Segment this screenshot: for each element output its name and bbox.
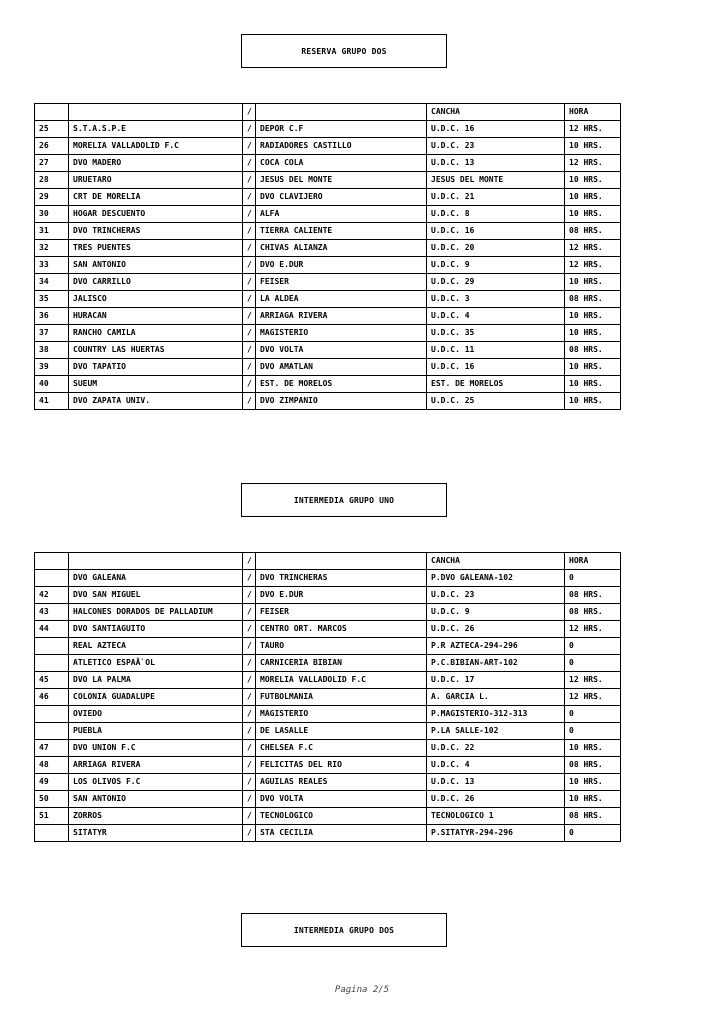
header-cell-num: [35, 104, 69, 121]
cell-home: MORELIA VALLADOLID F.C: [69, 138, 243, 155]
cell-time: 0: [565, 638, 621, 655]
cell-field: U.D.C. 35: [427, 325, 565, 342]
table-row: [35, 672, 621, 689]
cell-sep: /: [243, 655, 256, 672]
cell-sep: /: [243, 172, 256, 189]
cell-home: OVIEDO: [69, 706, 243, 723]
cell-away: FEISER: [256, 274, 427, 291]
cell-home: HALCONES DORADOS DE PALLADIUM: [69, 604, 243, 621]
cell-num: 42: [35, 587, 69, 604]
cell-num: 29: [35, 189, 69, 206]
cell-home: COUNTRY LAS HUERTAS: [69, 342, 243, 359]
cell-home: SAN ANTONIO: [69, 791, 243, 808]
cell-field: P.C.BIBIAN-ART-102: [427, 655, 565, 672]
cell-sep: /: [243, 621, 256, 638]
cell-num: 25: [35, 121, 69, 138]
header-cell-home: [69, 553, 243, 570]
cell-time: 0: [565, 825, 621, 842]
table-row: [35, 740, 621, 757]
cell-away: DVO CLAVIJERO: [256, 189, 427, 206]
header-cell-away: [256, 104, 427, 121]
cell-away: DVO E.DUR: [256, 257, 427, 274]
cell-away: ALFA: [256, 206, 427, 223]
cell-sep: /: [243, 138, 256, 155]
cell-time: 08 HRS.: [565, 223, 621, 240]
cell-home: DVO SAN MIGUEL: [69, 587, 243, 604]
cell-num: [35, 570, 69, 587]
table-row: [35, 638, 621, 655]
cell-away: CENTRO ORT. MARCOS: [256, 621, 427, 638]
cell-num: 45: [35, 672, 69, 689]
cell-num: [35, 825, 69, 842]
table-row: [35, 121, 621, 138]
cell-sep: /: [243, 325, 256, 342]
cell-home: LOS OLIVOS F.C: [69, 774, 243, 791]
cell-num: [35, 723, 69, 740]
cell-home: SUEUM: [69, 376, 243, 393]
cell-field: A. GARCIA L.: [427, 689, 565, 706]
cell-num: [35, 655, 69, 672]
cell-time: 10 HRS.: [565, 791, 621, 808]
cell-sep: /: [243, 121, 256, 138]
table-row: [35, 587, 621, 604]
cell-away: DEPOR C.F: [256, 121, 427, 138]
cell-sep: /: [243, 189, 256, 206]
cell-away: DE LASALLE: [256, 723, 427, 740]
table-row: [35, 189, 621, 206]
cell-field: U.D.C. 4: [427, 757, 565, 774]
table-header-row: [35, 553, 621, 570]
cell-home: DVO TAPATIO: [69, 359, 243, 376]
cell-num: 34: [35, 274, 69, 291]
header-cell-home: [69, 104, 243, 121]
table-row: [35, 172, 621, 189]
table-row: [35, 706, 621, 723]
cell-away: DVO AMATLAN: [256, 359, 427, 376]
cell-home: DVO GALEANA: [69, 570, 243, 587]
cell-field: U.D.C. 4: [427, 308, 565, 325]
cell-home: HURACAN: [69, 308, 243, 325]
cell-num: 31: [35, 223, 69, 240]
cell-num: 47: [35, 740, 69, 757]
cell-time: 10 HRS.: [565, 774, 621, 791]
table-row: [35, 774, 621, 791]
cell-away: STA CECILIA: [256, 825, 427, 842]
cell-sep: /: [243, 604, 256, 621]
cell-home: DVO ZAPATA UNIV.: [69, 393, 243, 410]
cell-field: U.D.C. 11: [427, 342, 565, 359]
cell-time: 08 HRS.: [565, 757, 621, 774]
cell-home: DVO LA PALMA: [69, 672, 243, 689]
cell-field: U.D.C. 16: [427, 359, 565, 376]
cell-field: U.D.C. 13: [427, 155, 565, 172]
cell-time: 10 HRS.: [565, 393, 621, 410]
cell-time: 08 HRS.: [565, 587, 621, 604]
cell-time: 10 HRS.: [565, 206, 621, 223]
cell-home: TRES PUENTES: [69, 240, 243, 257]
cell-field: U.D.C. 17: [427, 672, 565, 689]
cell-sep: /: [243, 359, 256, 376]
cell-time: 0: [565, 655, 621, 672]
cell-away: JESUS DEL MONTE: [256, 172, 427, 189]
table-row: [35, 308, 621, 325]
cell-field: EST. DE MORELOS: [427, 376, 565, 393]
cell-sep: /: [243, 638, 256, 655]
cell-time: 08 HRS.: [565, 808, 621, 825]
cell-time: 0: [565, 723, 621, 740]
table-row: [35, 825, 621, 842]
cell-away: MAGISTERIO: [256, 706, 427, 723]
cell-home: HOGAR DESCUENTO: [69, 206, 243, 223]
cell-field: TECNOLOGICO 1: [427, 808, 565, 825]
cell-home: ATLETICO ESPAÃ`OL: [69, 655, 243, 672]
cell-num: 26: [35, 138, 69, 155]
table-row: [35, 791, 621, 808]
cell-away: DVO ZIMPANIO: [256, 393, 427, 410]
cell-time: 12 HRS.: [565, 257, 621, 274]
table-row: [35, 604, 621, 621]
table-row: [35, 621, 621, 638]
table-row: [35, 155, 621, 172]
page-number: Pagina 2/5: [334, 985, 390, 995]
cell-field: JESUS DEL MONTE: [427, 172, 565, 189]
cell-home: S.T.A.S.P.E: [69, 121, 243, 138]
cell-field: U.D.C. 29: [427, 274, 565, 291]
table-row: [35, 257, 621, 274]
cell-sep: /: [243, 740, 256, 757]
cell-field: U.D.C. 23: [427, 587, 565, 604]
cell-away: MAGISTERIO: [256, 325, 427, 342]
table-row: [35, 206, 621, 223]
cell-home: ARRIAGA RIVERA: [69, 757, 243, 774]
cell-num: 37: [35, 325, 69, 342]
cell-away: FUTBOLMANIA: [256, 689, 427, 706]
table-row: [35, 723, 621, 740]
cell-field: U.D.C. 9: [427, 604, 565, 621]
cell-time: 10 HRS.: [565, 308, 621, 325]
cell-time: 08 HRS.: [565, 604, 621, 621]
header-cell-field: CANCHA: [427, 104, 565, 121]
fixture-table-reserva-grupo-dos: [34, 103, 621, 410]
cell-home: PUEBLA: [69, 723, 243, 740]
header-cell-sep: /: [243, 553, 256, 570]
cell-away: DVO VOLTA: [256, 791, 427, 808]
cell-sep: /: [243, 672, 256, 689]
cell-sep: /: [243, 291, 256, 308]
cell-field: U.D.C. 3: [427, 291, 565, 308]
table-row: [35, 376, 621, 393]
cell-home: JALISCO: [69, 291, 243, 308]
cell-home: COLONIA GUADALUPE: [69, 689, 243, 706]
cell-num: 27: [35, 155, 69, 172]
table-row: [35, 393, 621, 410]
section-title-intermedia-grupo-uno: INTERMEDIA GRUPO UNO: [241, 483, 447, 517]
cell-num: 41: [35, 393, 69, 410]
cell-away: FELICITAS DEL RIO: [256, 757, 427, 774]
cell-time: 10 HRS.: [565, 172, 621, 189]
cell-time: 08 HRS.: [565, 291, 621, 308]
cell-sep: /: [243, 757, 256, 774]
cell-time: 10 HRS.: [565, 274, 621, 291]
cell-field: U.D.C. 25: [427, 393, 565, 410]
table-row: [35, 342, 621, 359]
cell-time: 10 HRS.: [565, 376, 621, 393]
cell-field: P.R AZTECA-294-296: [427, 638, 565, 655]
cell-sep: /: [243, 240, 256, 257]
fixture-table-intermedia-grupo-uno: [34, 552, 621, 842]
cell-home: SITATYR: [69, 825, 243, 842]
cell-time: 12 HRS.: [565, 672, 621, 689]
table-row: [35, 274, 621, 291]
table-row: [35, 655, 621, 672]
cell-time: 0: [565, 570, 621, 587]
cell-field: P.LA SALLE-102: [427, 723, 565, 740]
cell-field: U.D.C. 16: [427, 223, 565, 240]
cell-sep: /: [243, 206, 256, 223]
header-cell-sep: /: [243, 104, 256, 121]
cell-time: 12 HRS.: [565, 621, 621, 638]
cell-num: 50: [35, 791, 69, 808]
cell-home: SAN ANTONIO: [69, 257, 243, 274]
cell-num: 30: [35, 206, 69, 223]
header-cell-time: HORA: [565, 553, 621, 570]
cell-field: U.D.C. 21: [427, 189, 565, 206]
table-row: [35, 808, 621, 825]
cell-away: CHIVAS ALIANZA: [256, 240, 427, 257]
cell-home: DVO SANTIAGUITO: [69, 621, 243, 638]
cell-away: EST. DE MORELOS: [256, 376, 427, 393]
cell-time: 0: [565, 706, 621, 723]
cell-field: P.MAGISTERIO-312-313: [427, 706, 565, 723]
cell-time: 10 HRS.: [565, 359, 621, 376]
table-row: [35, 291, 621, 308]
cell-field: P.DVO GALEANA-102: [427, 570, 565, 587]
cell-time: 10 HRS.: [565, 138, 621, 155]
cell-sep: /: [243, 257, 256, 274]
cell-time: 10 HRS.: [565, 325, 621, 342]
cell-field: U.D.C. 26: [427, 791, 565, 808]
cell-field: U.D.C. 13: [427, 774, 565, 791]
table-row: [35, 325, 621, 342]
table-row: [35, 757, 621, 774]
cell-num: 43: [35, 604, 69, 621]
table-row: [35, 138, 621, 155]
cell-num: 28: [35, 172, 69, 189]
cell-away: DVO E.DUR: [256, 587, 427, 604]
cell-sep: /: [243, 689, 256, 706]
cell-home: REAL AZTECA: [69, 638, 243, 655]
cell-sep: /: [243, 376, 256, 393]
cell-sep: /: [243, 706, 256, 723]
cell-sep: /: [243, 393, 256, 410]
cell-sep: /: [243, 774, 256, 791]
cell-away: FEISER: [256, 604, 427, 621]
cell-away: TECNOLOGICO: [256, 808, 427, 825]
cell-sep: /: [243, 587, 256, 604]
cell-num: 35: [35, 291, 69, 308]
cell-field: U.D.C. 16: [427, 121, 565, 138]
cell-num: 36: [35, 308, 69, 325]
cell-home: CRT DE MORELIA: [69, 189, 243, 206]
cell-home: DVO CARRILLO: [69, 274, 243, 291]
cell-sep: /: [243, 342, 256, 359]
cell-away: MORELIA VALLADOLID F.C: [256, 672, 427, 689]
cell-away: COCA COLA: [256, 155, 427, 172]
cell-sep: /: [243, 570, 256, 587]
cell-home: DVO TRINCHERAS: [69, 223, 243, 240]
cell-sep: /: [243, 808, 256, 825]
cell-field: U.D.C. 26: [427, 621, 565, 638]
cell-field: U.D.C. 8: [427, 206, 565, 223]
cell-field: P.SITATYR-294-296: [427, 825, 565, 842]
cell-time: 10 HRS.: [565, 189, 621, 206]
header-cell-field: CANCHA: [427, 553, 565, 570]
header-cell-num: [35, 553, 69, 570]
cell-time: 12 HRS.: [565, 240, 621, 257]
cell-away: AGUILAS REALES: [256, 774, 427, 791]
cell-num: 38: [35, 342, 69, 359]
cell-num: 48: [35, 757, 69, 774]
cell-sep: /: [243, 308, 256, 325]
header-cell-time: HORA: [565, 104, 621, 121]
section-title-intermedia-grupo-dos: INTERMEDIA GRUPO DOS: [241, 913, 447, 947]
cell-away: RADIADORES CASTILLO: [256, 138, 427, 155]
cell-away: CARNICERIA BIBIAN: [256, 655, 427, 672]
section-title-reserva-grupo-dos: RESERVA GRUPO DOS: [241, 34, 447, 68]
table-row: [35, 689, 621, 706]
table-row: [35, 570, 621, 587]
cell-away: TAURO: [256, 638, 427, 655]
cell-time: 12 HRS.: [565, 121, 621, 138]
cell-home: DVO UNION F.C: [69, 740, 243, 757]
cell-field: U.D.C. 20: [427, 240, 565, 257]
table-row: [35, 223, 621, 240]
cell-num: 39: [35, 359, 69, 376]
cell-field: U.D.C. 9: [427, 257, 565, 274]
cell-away: CHELSEA F.C: [256, 740, 427, 757]
cell-sep: /: [243, 274, 256, 291]
cell-num: [35, 638, 69, 655]
cell-num: 32: [35, 240, 69, 257]
cell-sep: /: [243, 223, 256, 240]
cell-num: 51: [35, 808, 69, 825]
cell-time: 12 HRS.: [565, 689, 621, 706]
cell-num: [35, 706, 69, 723]
table-header-row: [35, 104, 621, 121]
table-row: [35, 240, 621, 257]
cell-away: TIERRA CALIENTE: [256, 223, 427, 240]
cell-time: 10 HRS.: [565, 740, 621, 757]
cell-sep: /: [243, 825, 256, 842]
cell-num: 44: [35, 621, 69, 638]
cell-sep: /: [243, 791, 256, 808]
cell-time: 12 HRS.: [565, 155, 621, 172]
cell-home: RANCHO CAMILA: [69, 325, 243, 342]
cell-home: DVO MADERO: [69, 155, 243, 172]
cell-num: 33: [35, 257, 69, 274]
cell-home: ZORROS: [69, 808, 243, 825]
cell-num: 46: [35, 689, 69, 706]
cell-away: LA ALDEA: [256, 291, 427, 308]
cell-home: URUETARO: [69, 172, 243, 189]
cell-sep: /: [243, 155, 256, 172]
cell-away: ARRIAGA RIVERA: [256, 308, 427, 325]
cell-away: DVO VOLTA: [256, 342, 427, 359]
cell-away: DVO TRINCHERAS: [256, 570, 427, 587]
cell-num: 49: [35, 774, 69, 791]
cell-num: 40: [35, 376, 69, 393]
cell-time: 08 HRS.: [565, 342, 621, 359]
table-row: [35, 359, 621, 376]
cell-field: U.D.C. 23: [427, 138, 565, 155]
cell-sep: /: [243, 723, 256, 740]
header-cell-away: [256, 553, 427, 570]
cell-field: U.D.C. 22: [427, 740, 565, 757]
